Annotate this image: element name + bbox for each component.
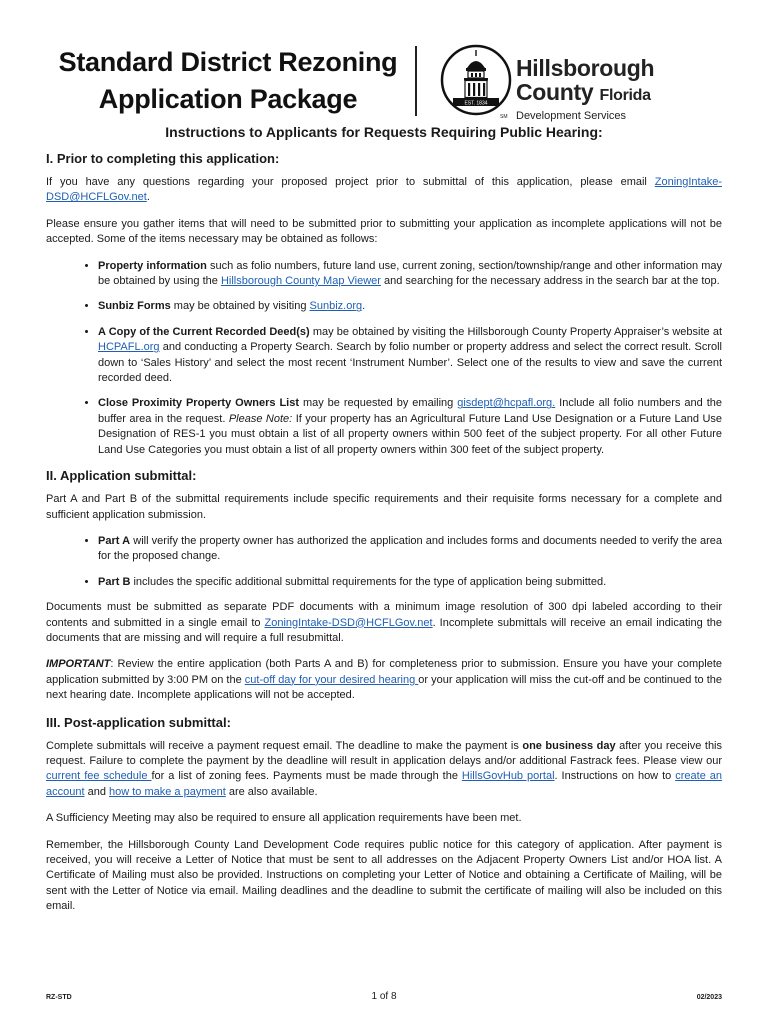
service-mark: SM [500, 114, 508, 120]
courthouse-seal-icon [440, 44, 512, 116]
revision-date: 02/2023 [696, 994, 722, 1001]
section-2-paragraph-2: Documents must be submitted as separate PDF documents with a minimum image resolution of 300 dpi labeled according to their contents and submitted in a single email to ZoningIntake-DSD@HCFLGov.net. Incomplete submittals will receive an email indicating the documents that are missing and will require a full resubmittal. [46, 601, 722, 644]
county-brand [516, 56, 654, 122]
brand-department: Development Services [516, 110, 627, 122]
title-line-1: Standard District Rezoning [58, 47, 398, 77]
document-title [58, 44, 398, 118]
section-3-paragraph-1: Complete submittals will receive a payment request email. The deadline to make the payment is one business day after you receive this request. Failure to complete the payment by the deadline will result in application delays and/or additional Fastrack fees. Please view our current fee schedule for a list of zoning fees. Payments must be made through the HillsGovHub portal. Instructions on how to create an account and how to make a payment are also available. [46, 739, 723, 798]
section-3-heading: III. Post-application submittal: [46, 714, 231, 730]
section-1-paragraph-1: If you have any questions regarding your proposed project prior to submittal of this application, please email ZoningIntake-DSD@HCFLGov.net. [46, 176, 722, 204]
section-2-paragraph-3: IMPORTANT: Review the entire application (both Parts A and B) for completeness prior to submission. Ensure you have your complete application submitted by 3:00 PM on the cut-off day for your desired hearing or your application will miss the cut-off and be continued to the next hearing date. Incomplete applications will not be accepted. [46, 658, 722, 702]
hillsgovhub-portal-link[interactable]: HillsGovHub portal [461, 770, 555, 783]
brand-name-line1: Hillsborough [516, 55, 655, 81]
section-3-paragraph-2: A Sufficiency Meeting may also be required to ensure all application requirements have been met. [46, 812, 522, 825]
brand-name-line2 [516, 80, 654, 108]
sunbiz-link[interactable]: Sunbiz.org [309, 300, 363, 313]
zoning-intake-email-link[interactable]: ZoningIntake-DSD@HCFLGov.net [46, 176, 722, 204]
form-code: RZ-STD [46, 994, 72, 1001]
create-account-link[interactable]: create an account [46, 770, 723, 798]
bullet-property-information: • Property information such as folio numbers, future land use, current zoning, section/township/range and other information may be obtained by using the Hillsborough County Map Viewer and searching for the necessary address in the search bar at the top. [98, 259, 722, 290]
header-divider [415, 46, 417, 116]
gisdept-email-link[interactable]: gisdept@hcpafl.org. [457, 397, 556, 410]
page-footer [46, 991, 722, 1007]
make-payment-link[interactable]: how to make a payment [109, 785, 226, 798]
cutoff-day-link[interactable]: cut-off day for your desired hearing [244, 673, 419, 686]
seal-est-text: EST. 1834 [464, 100, 488, 107]
section-1-paragraph-2: Please ensure you gather items that will need to be submitted prior to submitting your application as incomplete applications will not be accepted. Some of the items necessary may be obtained as follows: [46, 217, 722, 246]
zoning-intake-email-link-2[interactable]: ZoningIntake-DSD@HCFLGov.net [264, 616, 433, 629]
brand-county: County [516, 79, 594, 105]
bullet-property-owners-list: • Close Proximity Property Owners List may be requested by emailing gisdept@hcpafl.org. Include all folio numbers and the buffer area in the request. Please Note: If your property has an Agricultural Future Land Use Designation or a Future Land Use Designation of RES-1 you must obtain a list of all property owners within 500 feet of the subject property. For all other Future Land Use Categories you must obtain a list of all property owners within 300 feet of the subject property. [98, 396, 722, 458]
hcpafl-link[interactable]: HCPAFL.org [98, 341, 160, 354]
bullet-part-b: • Part B includes the specific additional submittal requirements for the type of application being submitted. [98, 575, 722, 590]
section-2-heading: II. Application submittal: [46, 468, 197, 484]
title-line-2: Application Package [98, 84, 358, 114]
document-body [46, 151, 722, 926]
bullet-sunbiz-forms: • Sunbiz Forms may be obtained by visiting Sunbiz.org. [98, 299, 722, 314]
section-2-bullet-list [46, 534, 722, 590]
section-2-paragraph-1: Part A and Part B of the submittal requirements include specific requirements and their requisite forms necessary for a complete and sufficient application submission. [46, 493, 722, 521]
section-3-paragraph-3: Remember, the Hillsborough County Land Development Code requires public notice for this category of application. After payment is received, you will receive a Letter of Notice that must be sent to all addresses on the Adjacent Property Owners List and/or HOA list. A Certificate of Mailing must also be provided. Instructions on completing your Letter of Notice and obtaining a Certificate of Mailing, will be sent with the Letter of Notice via email. Mailing deadlines and the deadline to submit the certificate of mailing will also be included on this email. [46, 838, 722, 913]
bullet-recorded-deed: • A Copy of the Current Recorded Deed(s) may be obtained by visiting the Hillsborough County Property Appraiser’s website at HCPAFL.org and conducting a Property Search. Search by folio number or property address and select the correct result. Scroll down to ‘Sales History’ and select the most recent ‘Instrument Number’. Select one of the results to view and save the current recorded deed. [98, 325, 722, 387]
map-viewer-link[interactable]: Hillsborough County Map Viewer [220, 275, 381, 288]
fee-schedule-link[interactable]: current fee schedule [46, 770, 152, 783]
section-1-heading: I. Prior to completing this application: [46, 151, 280, 166]
bullet-part-a: • Part A will verify the property owner has authorized the application and includes forms and documents needed to verify the area for the proposed change. [98, 534, 722, 565]
section-1-bullet-list [46, 259, 722, 458]
instructions-subtitle: Instructions to Applicants for Requests Requiring Public Hearing: [165, 124, 603, 140]
page-number: 1 of 8 [371, 991, 397, 1002]
brand-state: Florida [599, 87, 651, 104]
